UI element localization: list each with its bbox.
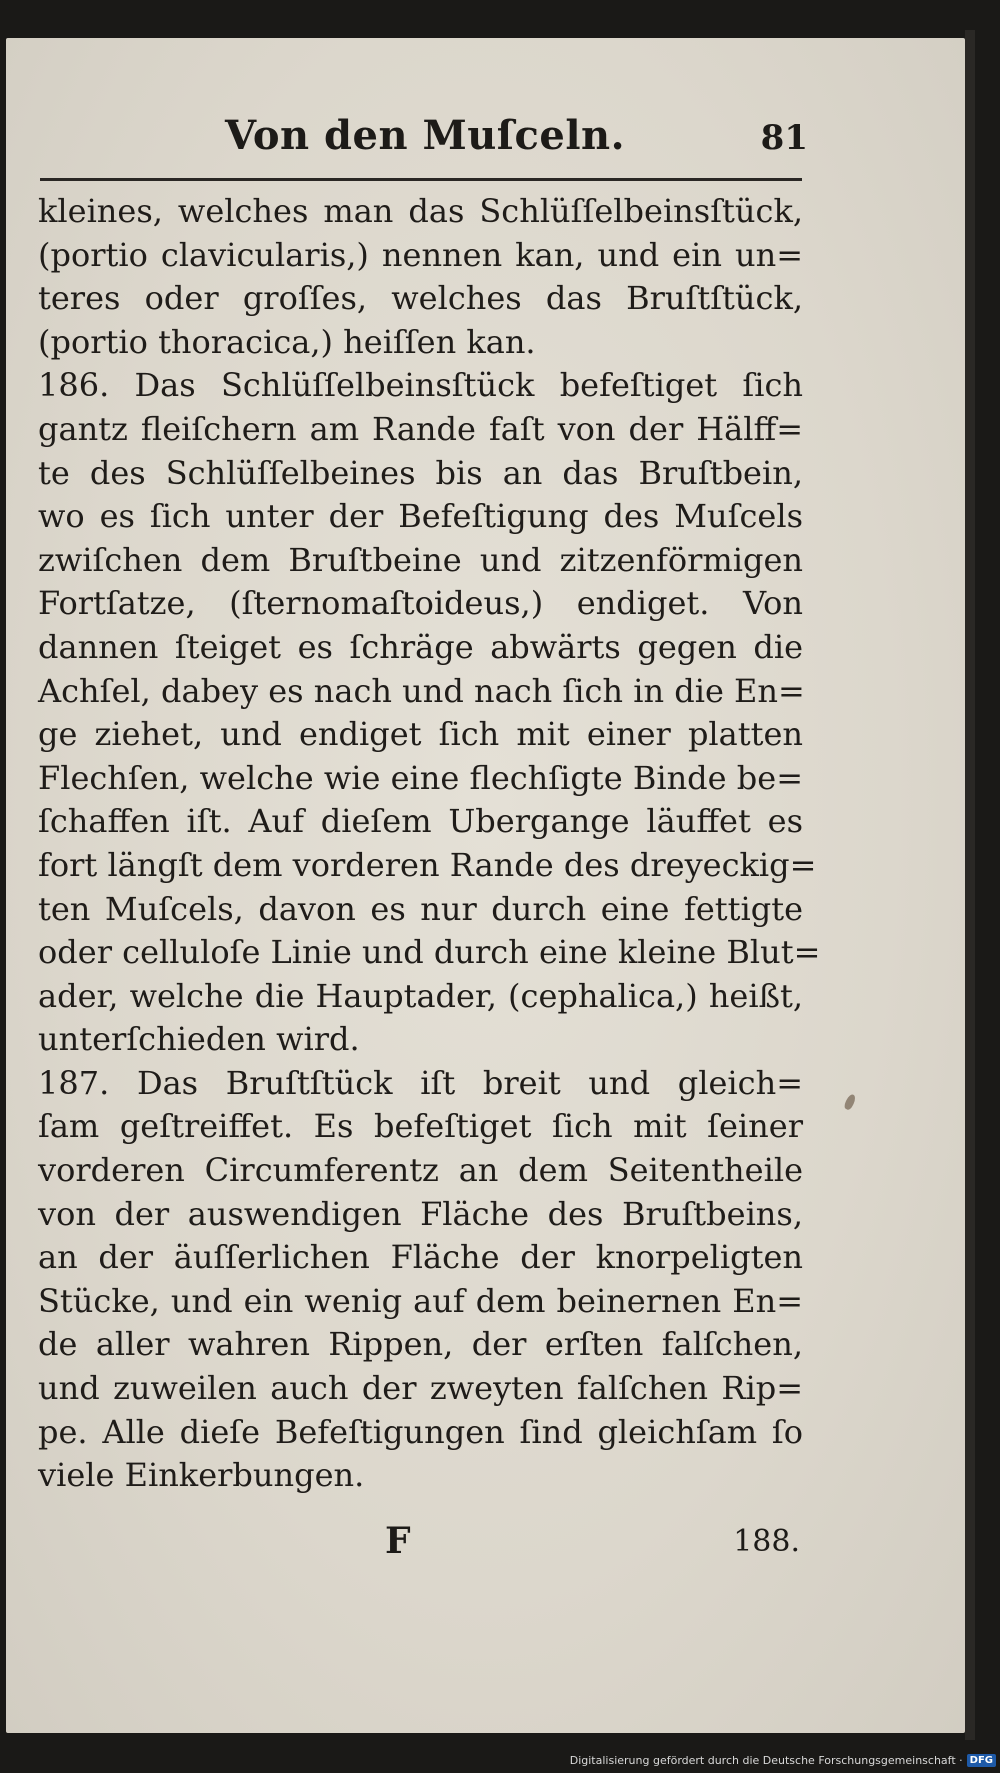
text-line: ſam geſtreiffet. Es befeſtiget ſich mit ſeiner [38,1107,803,1146]
text-line: fort längſt dem vorderen Rande des dreyeckig= [38,845,817,884]
signature-mark: F [385,1520,411,1562]
text-line: an der äuſſerlichen Fläche der knorpeligten [38,1238,803,1277]
text-line: te des Schlüſſelbeines bis an das Bruſtbein, [38,453,803,492]
text-line: von der auswendigen Fläche des Bruſtbeins, [38,1194,803,1233]
text-line: Stücke, und ein wenig auf dem beinernen En= [38,1281,803,1320]
text-line: zwiſchen dem Bruſtbeine und zitzenförmigen [38,540,803,579]
page-number: 81 [760,118,808,158]
text-line: oder celluloſe Linie und durch eine kleine Blut= [38,933,821,972]
text-line: (portio thoracica,) heiſſen kan. [38,322,536,361]
text-line: teres oder groſſes, welches das Bruſtſtück, [38,279,803,318]
text-line: ten Muſcels, davon es nur durch eine fettigte [38,889,803,928]
text-line: wo es ſich unter der Befeſtigung des Muſcels [38,497,803,536]
text-line: vorderen Circumferentz an dem Seitentheile [38,1151,803,1190]
text-line: dannen ſteiget es ſchräge abwärts gegen die [38,627,803,666]
page-edge-shadow [965,30,975,1740]
header-rule [40,178,802,181]
text-line: und zuweilen auch der zweyten falſchen Rip= [38,1369,803,1408]
text-line: viele Einkerbungen. [38,1456,365,1495]
text-line: 187. Das Bruſtſtück iſt breit und gleich= [38,1063,803,1102]
catchword: 188. [733,1524,800,1559]
text-line: Achſel, dabey es nach und nach ſich in die En= [38,671,805,710]
digitization-credit [570,1754,996,1767]
text-line: (portio clavicularis,) nennen kan, und ein un= [38,235,803,274]
text-line: pe. Alle dieſe Befeſtigungen ſind gleichſam ſo [38,1412,803,1451]
text-line: ſchaffen iſt. Auf dieſem Ubergange läuffet es [38,802,803,841]
page-footer [40,1520,800,1580]
running-head: Von den Muſceln. [224,112,626,159]
text-line: Fortſatze, (ſternomaſtoideus,) endiget. Von [38,584,803,623]
text-line: de aller wahren Rippen, der erſten falſchen, [38,1325,803,1364]
text-line: ge ziehet, und endiget ſich mit einer platten [38,715,803,754]
text-line: ader, welche die Hauptader, (cephalica,) heißt, [38,976,803,1015]
text-line: unterſchieden wird. [38,1020,360,1059]
text-line: Flechſen, welche wie eine flechſigte Binde be= [38,758,803,797]
page-header [40,80,810,180]
text-line: gantz fleiſchern am Rande faſt von der Hälff= [38,409,803,448]
dfg-logo-icon: DFG [967,1754,996,1767]
body-text [38,190,821,1498]
text-line: 186. Das Schlüſſelbeinsſtück befeſtiget ſich [38,366,803,405]
text-line: kleines, welches man das Schlüſſelbeinsſtück, [38,192,803,230]
credit-text: Digitalisierung gefördert durch die Deutsche Forschungsgemeinschaft · [569,1754,963,1767]
